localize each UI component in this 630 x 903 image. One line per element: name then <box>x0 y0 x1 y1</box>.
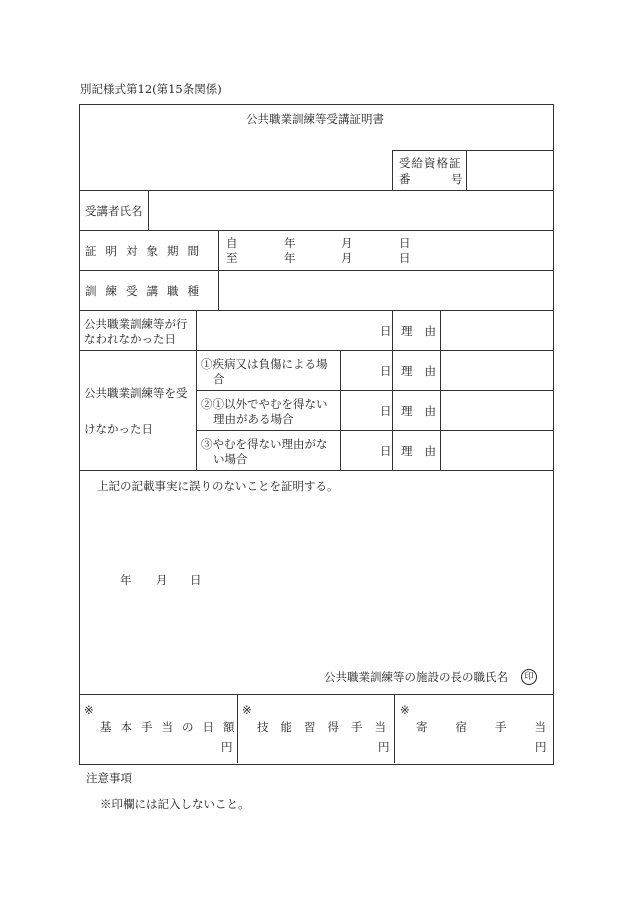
job-type-label: 訓練受講職種 <box>85 284 208 298</box>
not-attended-row2-line1: ②①以外でやむを得ない <box>201 397 328 411</box>
certification-statement: 上記の記載事実に誤りのないことを証明する。 <box>97 479 339 493</box>
allowance-basic-mark: ※ <box>84 703 94 717</box>
period-from: 自 <box>226 236 238 250</box>
not-attended-row3-line1: ③やむを得ない理由がな <box>201 437 328 451</box>
not-held-reason: 理由 <box>401 324 448 338</box>
trainee-name-field[interactable] <box>149 191 552 230</box>
allowance-lodging-unit: 円 <box>535 740 547 754</box>
certification-year: 年 <box>120 573 132 587</box>
not-attended-row2-reason: 理由 <box>401 404 448 418</box>
trainee-name-label: 受講者氏名 <box>85 204 143 218</box>
certificate-number-label-go: 号 <box>451 172 463 186</box>
not-attended-row2-line2: 理由がある場合 <box>213 412 294 426</box>
certificate-number-label: 受給資格証 <box>399 156 462 170</box>
period-label: 証明対象期間 <box>85 244 208 258</box>
not-held-label-line2: なわれなかった日 <box>84 332 176 346</box>
period-to-year: 年 <box>284 251 296 265</box>
not-attended-row1-day: 日 <box>380 364 392 378</box>
period-to-day: 日 <box>399 251 411 265</box>
period-to: 至 <box>226 251 238 265</box>
allowance-skill-mark: ※ <box>242 703 252 717</box>
not-attended-row1-line2: 合 <box>213 372 225 386</box>
seal-mark: 印 <box>521 669 537 685</box>
certificate-number-label-ban: 番 <box>399 172 411 186</box>
period-from-day: 日 <box>399 236 411 250</box>
not-attended-label-line1: 公共職業訓練等を受 <box>84 386 188 400</box>
not-attended-row1-line1: ①疾病又は負傷による場 <box>201 357 328 371</box>
not-attended-row1-reason: 理由 <box>401 364 448 378</box>
certification-month: 月 <box>156 573 168 587</box>
not-attended-row3-day: 日 <box>380 444 392 458</box>
form-label: 別記様式第12(第15条関係) <box>80 82 222 96</box>
allowance-basic-label: 基本手当の日額 <box>100 720 244 734</box>
period-from-year: 年 <box>284 236 296 250</box>
signer-label: 公共職業訓練等の施設の長の職氏名 <box>324 670 508 684</box>
certificate-number-field[interactable] <box>467 151 552 190</box>
certification-day: 日 <box>190 573 202 587</box>
not-attended-row3-reason: 理由 <box>401 444 448 458</box>
period-to-month: 月 <box>341 251 353 265</box>
not-attended-row2-day: 日 <box>380 404 392 418</box>
form-title: 公共職業訓練等受講証明書 <box>246 112 384 126</box>
allowance-skill-unit: 円 <box>378 740 390 754</box>
not-attended-row3-line2: い場合 <box>213 452 248 466</box>
period-from-month: 月 <box>341 236 353 250</box>
allowance-basic-unit: 円 <box>221 740 233 754</box>
not-held-label-line1: 公共職業訓練等が行 <box>84 317 188 331</box>
not-held-day: 日 <box>380 324 392 338</box>
allowance-lodging-mark: ※ <box>400 703 410 717</box>
not-attended-label-line2: けなかった日 <box>84 422 153 436</box>
allowance-lodging-label: 寄宿手当 <box>416 720 574 734</box>
allowance-skill-label: 技能習得手当 <box>257 720 398 734</box>
notes-item: ※印欄には記入しないこと。 <box>100 797 250 811</box>
notes-heading: 注意事項 <box>86 771 132 785</box>
job-type-field[interactable] <box>219 271 552 310</box>
